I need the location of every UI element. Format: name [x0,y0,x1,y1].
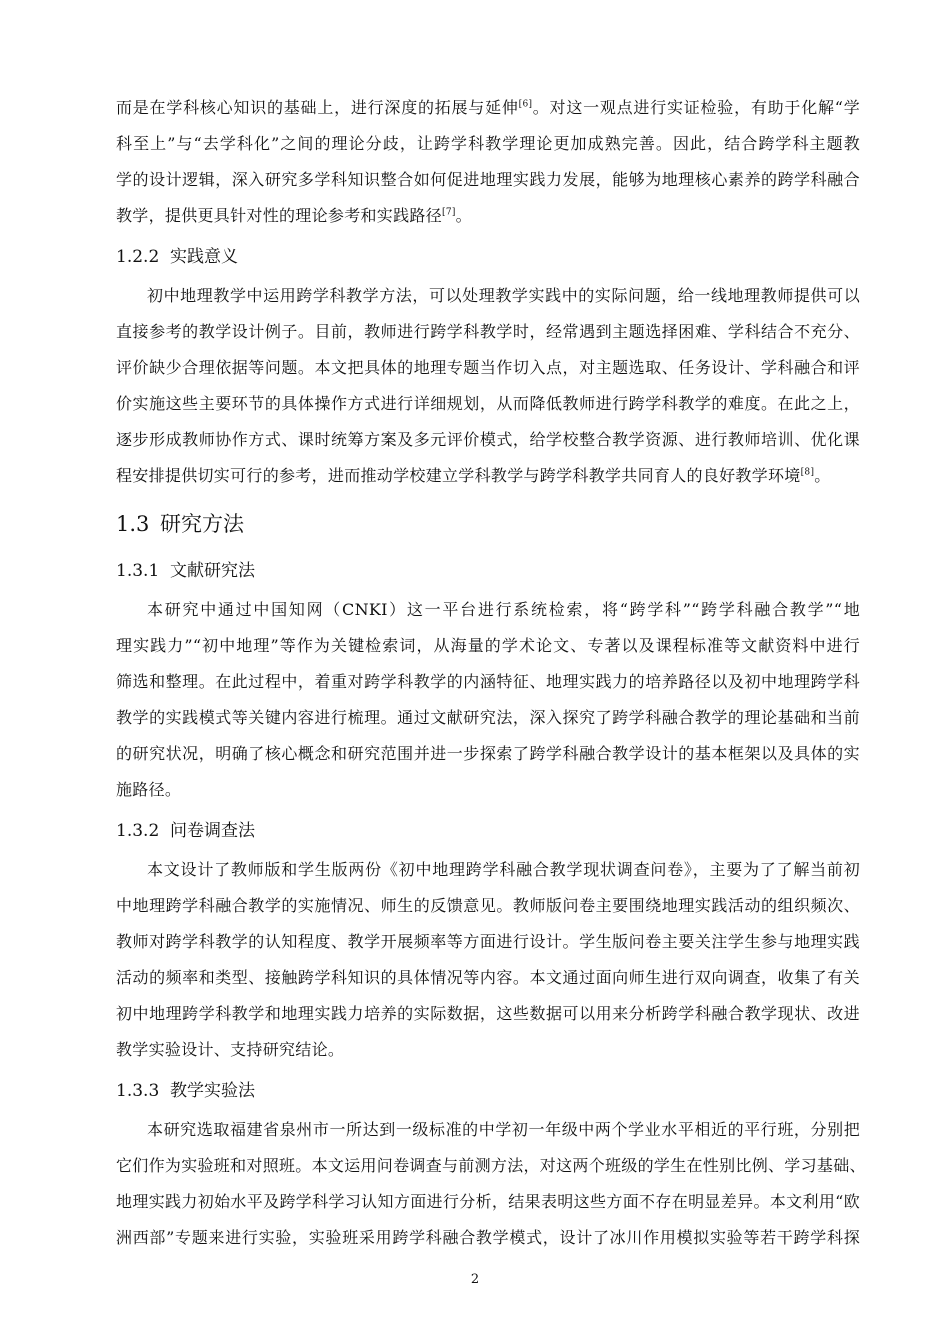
paragraph-line: 而是在学科核心知识的基础上，进行深度的拓展与延伸[6]。对这一观点进行实证检验，有助于化解“学 [116,98,861,117]
section-heading: 1.3.3 教学实验法 [116,1081,255,1101]
paragraph-line: 地理实践力初始水平及跨学科学习认知方面进行分析，结果表明这些方面不存在明显差异。本文利用“欧 [116,1192,860,1211]
paragraph-line: 直接参考的教学设计例子。目前，教师进行跨学科教学时，经常遇到主题选择困难、学科结合不充分、 [116,322,860,341]
paragraph-line: 逐步形成教师协作方式、课时统筹方案及多元评价模式，给学校整合教学资源、进行教师培训、优化课 [116,430,860,449]
section-heading: 1.3.2 问卷调查法 [116,821,255,841]
paragraph-line: 施路径。 [116,780,182,799]
paragraph-line: 的研究状况，明确了核心概念和研究范围并进一步探索了跨学科融合教学设计的基本框架以及具体的实 [116,744,860,763]
paragraph-line: 初中地理教学中运用跨学科教学方法，可以处理教学实践中的实际问题，给一线地理教师提供可以 [147,286,860,305]
paragraph-line: 教师对跨学科教学的认知程度、教学开展频率等方面进行设计。学生版问卷主要关注学生参与地理实践 [116,932,860,951]
chapter-heading: 1.3 研究方法 [116,512,244,536]
paragraph-line: 洲西部”专题来进行实验，实验班采用跨学科融合教学模式，设计了冰川作用模拟实验等若干跨学科探 [116,1228,860,1247]
paragraph-line: 学的设计逻辑，深入研究多学科知识整合如何促进地理实践力发展，能够为地理核心素养的跨学科融合 [116,170,860,189]
paragraph-line: 教学，提供更具针对性的理论参考和实践路径[7]。 [116,206,472,225]
paragraph-line: 教学实验设计、支持研究结论。 [116,1040,345,1059]
paragraph-line: 评价缺少合理依据等问题。本文把具体的地理专题当作切入点，对主题选取、任务设计、学科融合和评 [116,358,860,377]
paragraph-line: 理实践力”“初中地理”等作为关键检索词，从海量的学术论文、专著以及课程标准等文献资料中进行 [116,636,860,655]
paragraph-line: 中地理跨学科融合教学的实施情况、师生的反馈意见。教师版问卷主要围绕地理实践活动的组织频次、 [116,896,860,915]
paragraph-line: 程安排提供切实可行的参考，进而推动学校建立学科教学与跨学科教学共同育人的良好教学环境[8]。 [116,466,831,485]
paragraph-line: 本文设计了教师版和学生版两份《初中地理跨学科融合教学现状调查问卷》，主要为了了解当前初 [147,860,860,879]
paragraph-line: 本研究中通过中国知网（CNKI）这一平台进行系统检索，将“跨学科”“跨学科融合教学”“地 [147,600,860,619]
paragraph-line: 教学的实践模式等关键内容进行梳理。通过文献研究法，深入探究了跨学科融合教学的理论基础和当前 [116,708,860,727]
paragraph-line: 初中地理跨学科教学和地理实践力培养的实际数据，这些数据可以用来分析跨学科融合教学现状、改进 [116,1004,860,1023]
page-number: 2 [470,1272,480,1287]
paragraph-line: 科至上”与“去学科化”之间的理论分歧，让跨学科教学理论更加成熟完善。因此，结合跨学科主题教 [116,134,860,153]
paragraph-line: 价实施这些主要环节的具体操作方式进行详细规划，从而降低教师进行跨学科教学的难度。在此之上， [116,394,860,413]
section-heading: 1.2.2 实践意义 [116,247,238,267]
paragraph-line: 活动的频率和类型、接触跨学科知识的具体情况等内容。本文通过面向师生进行双向调查，收集了有关 [116,968,860,987]
paragraph-line: 筛选和整理。在此过程中，着重对跨学科教学的内涵特征、地理实践力的培养路径以及初中地理跨学科 [116,672,860,691]
section-heading: 1.3.1 文献研究法 [116,561,255,581]
paragraph-line: 本研究选取福建省泉州市一所达到一级标准的中学初一年级中两个学业水平相近的平行班，分别把 [147,1120,860,1139]
paragraph-line: 它们作为实验班和对照班。本文运用问卷调查与前测方法，对这两个班级的学生在性别比例、学习基础、 [116,1156,866,1175]
